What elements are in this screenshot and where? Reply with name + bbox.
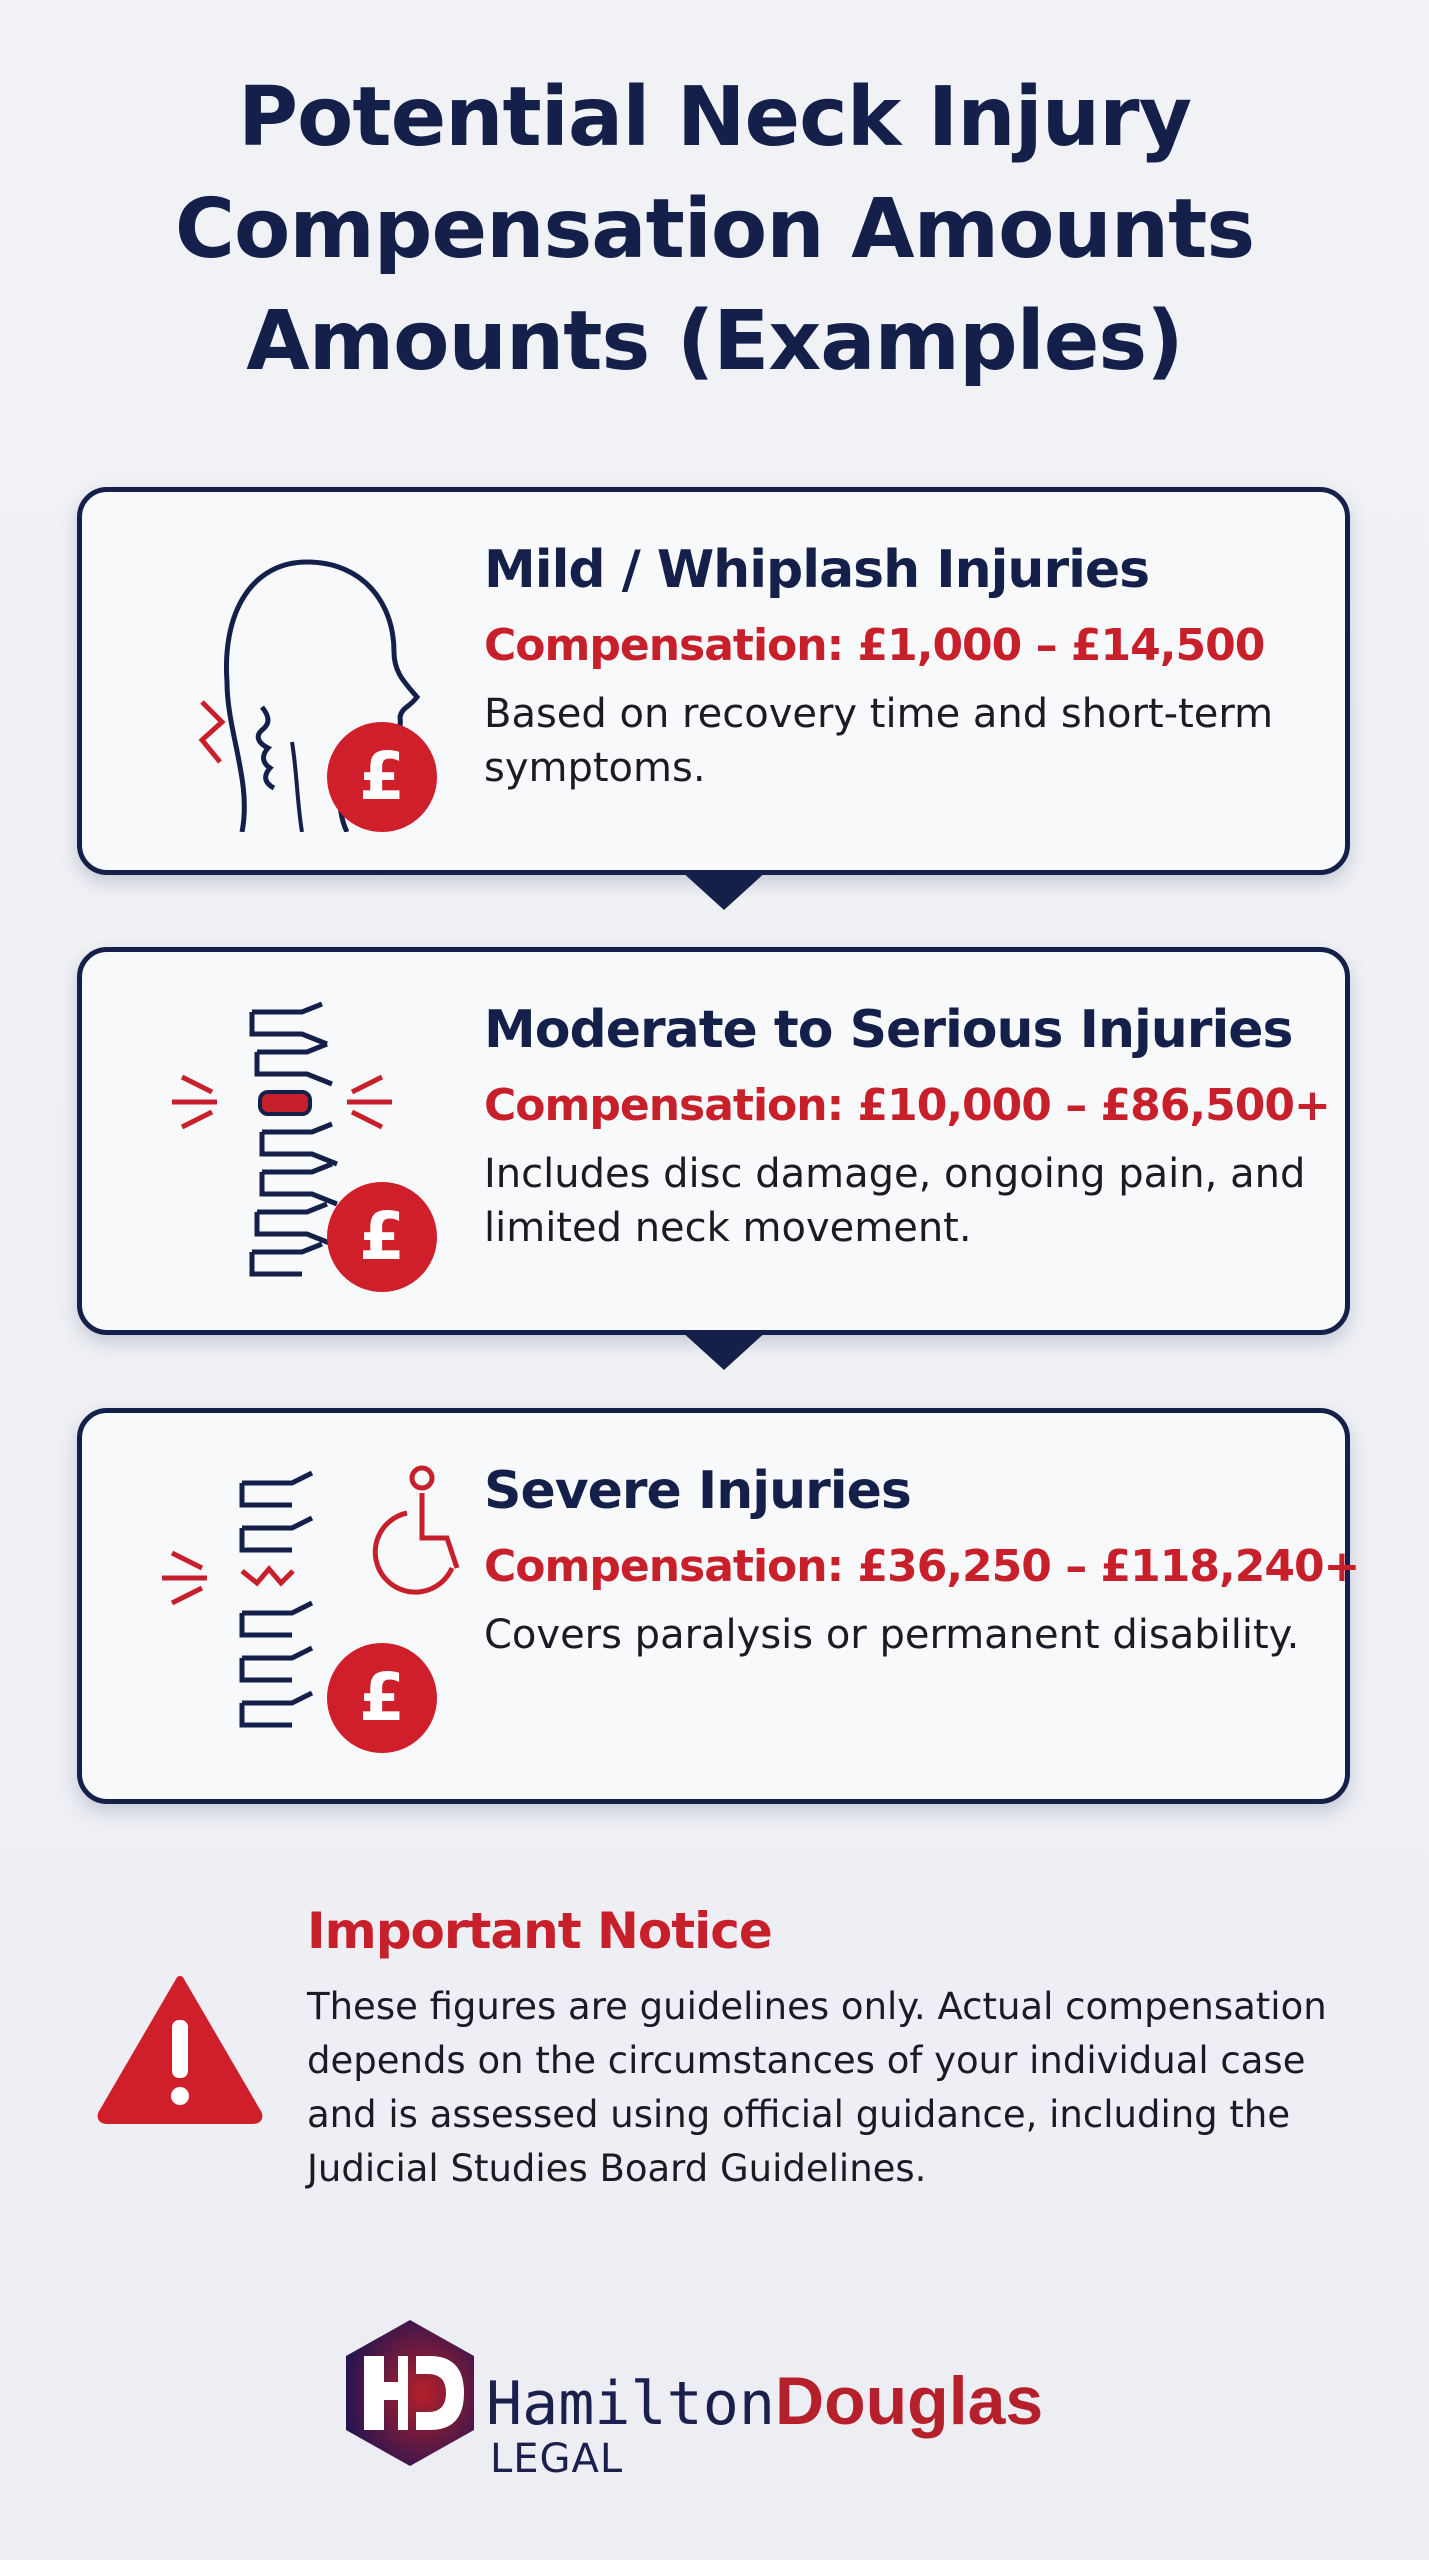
logo-name-part2: Douglas (774, 2363, 1044, 2439)
title-line: Potential Neck Injury (237, 70, 1192, 165)
notice-title: Important Notice (307, 1902, 772, 1960)
down-arrow-icon (680, 870, 768, 910)
warning-icon (96, 1972, 264, 2124)
card-heading: Mild / Whiplash Injuries (484, 540, 1150, 600)
notice-body: These figures are guidelines only. Actual compensation depends on the circumstances of your individual case and is assessed using official guidance, including the Judicial Studies Board Guidelines. (307, 1985, 1327, 2190)
pound-icon: £ (327, 1643, 437, 1753)
card-heading: Moderate to Serious Injuries (484, 1000, 1293, 1060)
logo-monogram (342, 2318, 478, 2468)
compensation-range: Compensation: £1,000 – £14,500 (484, 620, 1265, 671)
pound-icon: £ (327, 722, 437, 832)
card-description: Covers paralysis or permanent disability. (484, 1612, 1300, 1658)
card-description: Includes disc damage, ongoing pain, and limited neck movement. (484, 1151, 1306, 1251)
pound-icon: £ (327, 1182, 437, 1292)
compensation-range: Compensation: £36,250 – £118,240+ (484, 1541, 1360, 1592)
logo-name (486, 2362, 1043, 2440)
card-heading: Severe Injuries (484, 1461, 911, 1521)
down-arrow-icon (680, 1330, 768, 1370)
title-line: Compensation Amounts (174, 182, 1255, 277)
card-description: Based on recovery time and short-term symptoms. (484, 691, 1274, 791)
compensation-range: Compensation: £10,000 – £86,500+ (484, 1080, 1330, 1131)
logo-name-part1: Hamilton (486, 2369, 775, 2439)
card-moderate-serious (77, 947, 1350, 1335)
page-title (0, 62, 1429, 398)
logo-sub: LEGAL (490, 2436, 624, 2482)
title-line: Amounts (Examples) (246, 294, 1183, 389)
card-mild-whiplash (77, 487, 1350, 875)
card-severe (77, 1408, 1360, 1804)
